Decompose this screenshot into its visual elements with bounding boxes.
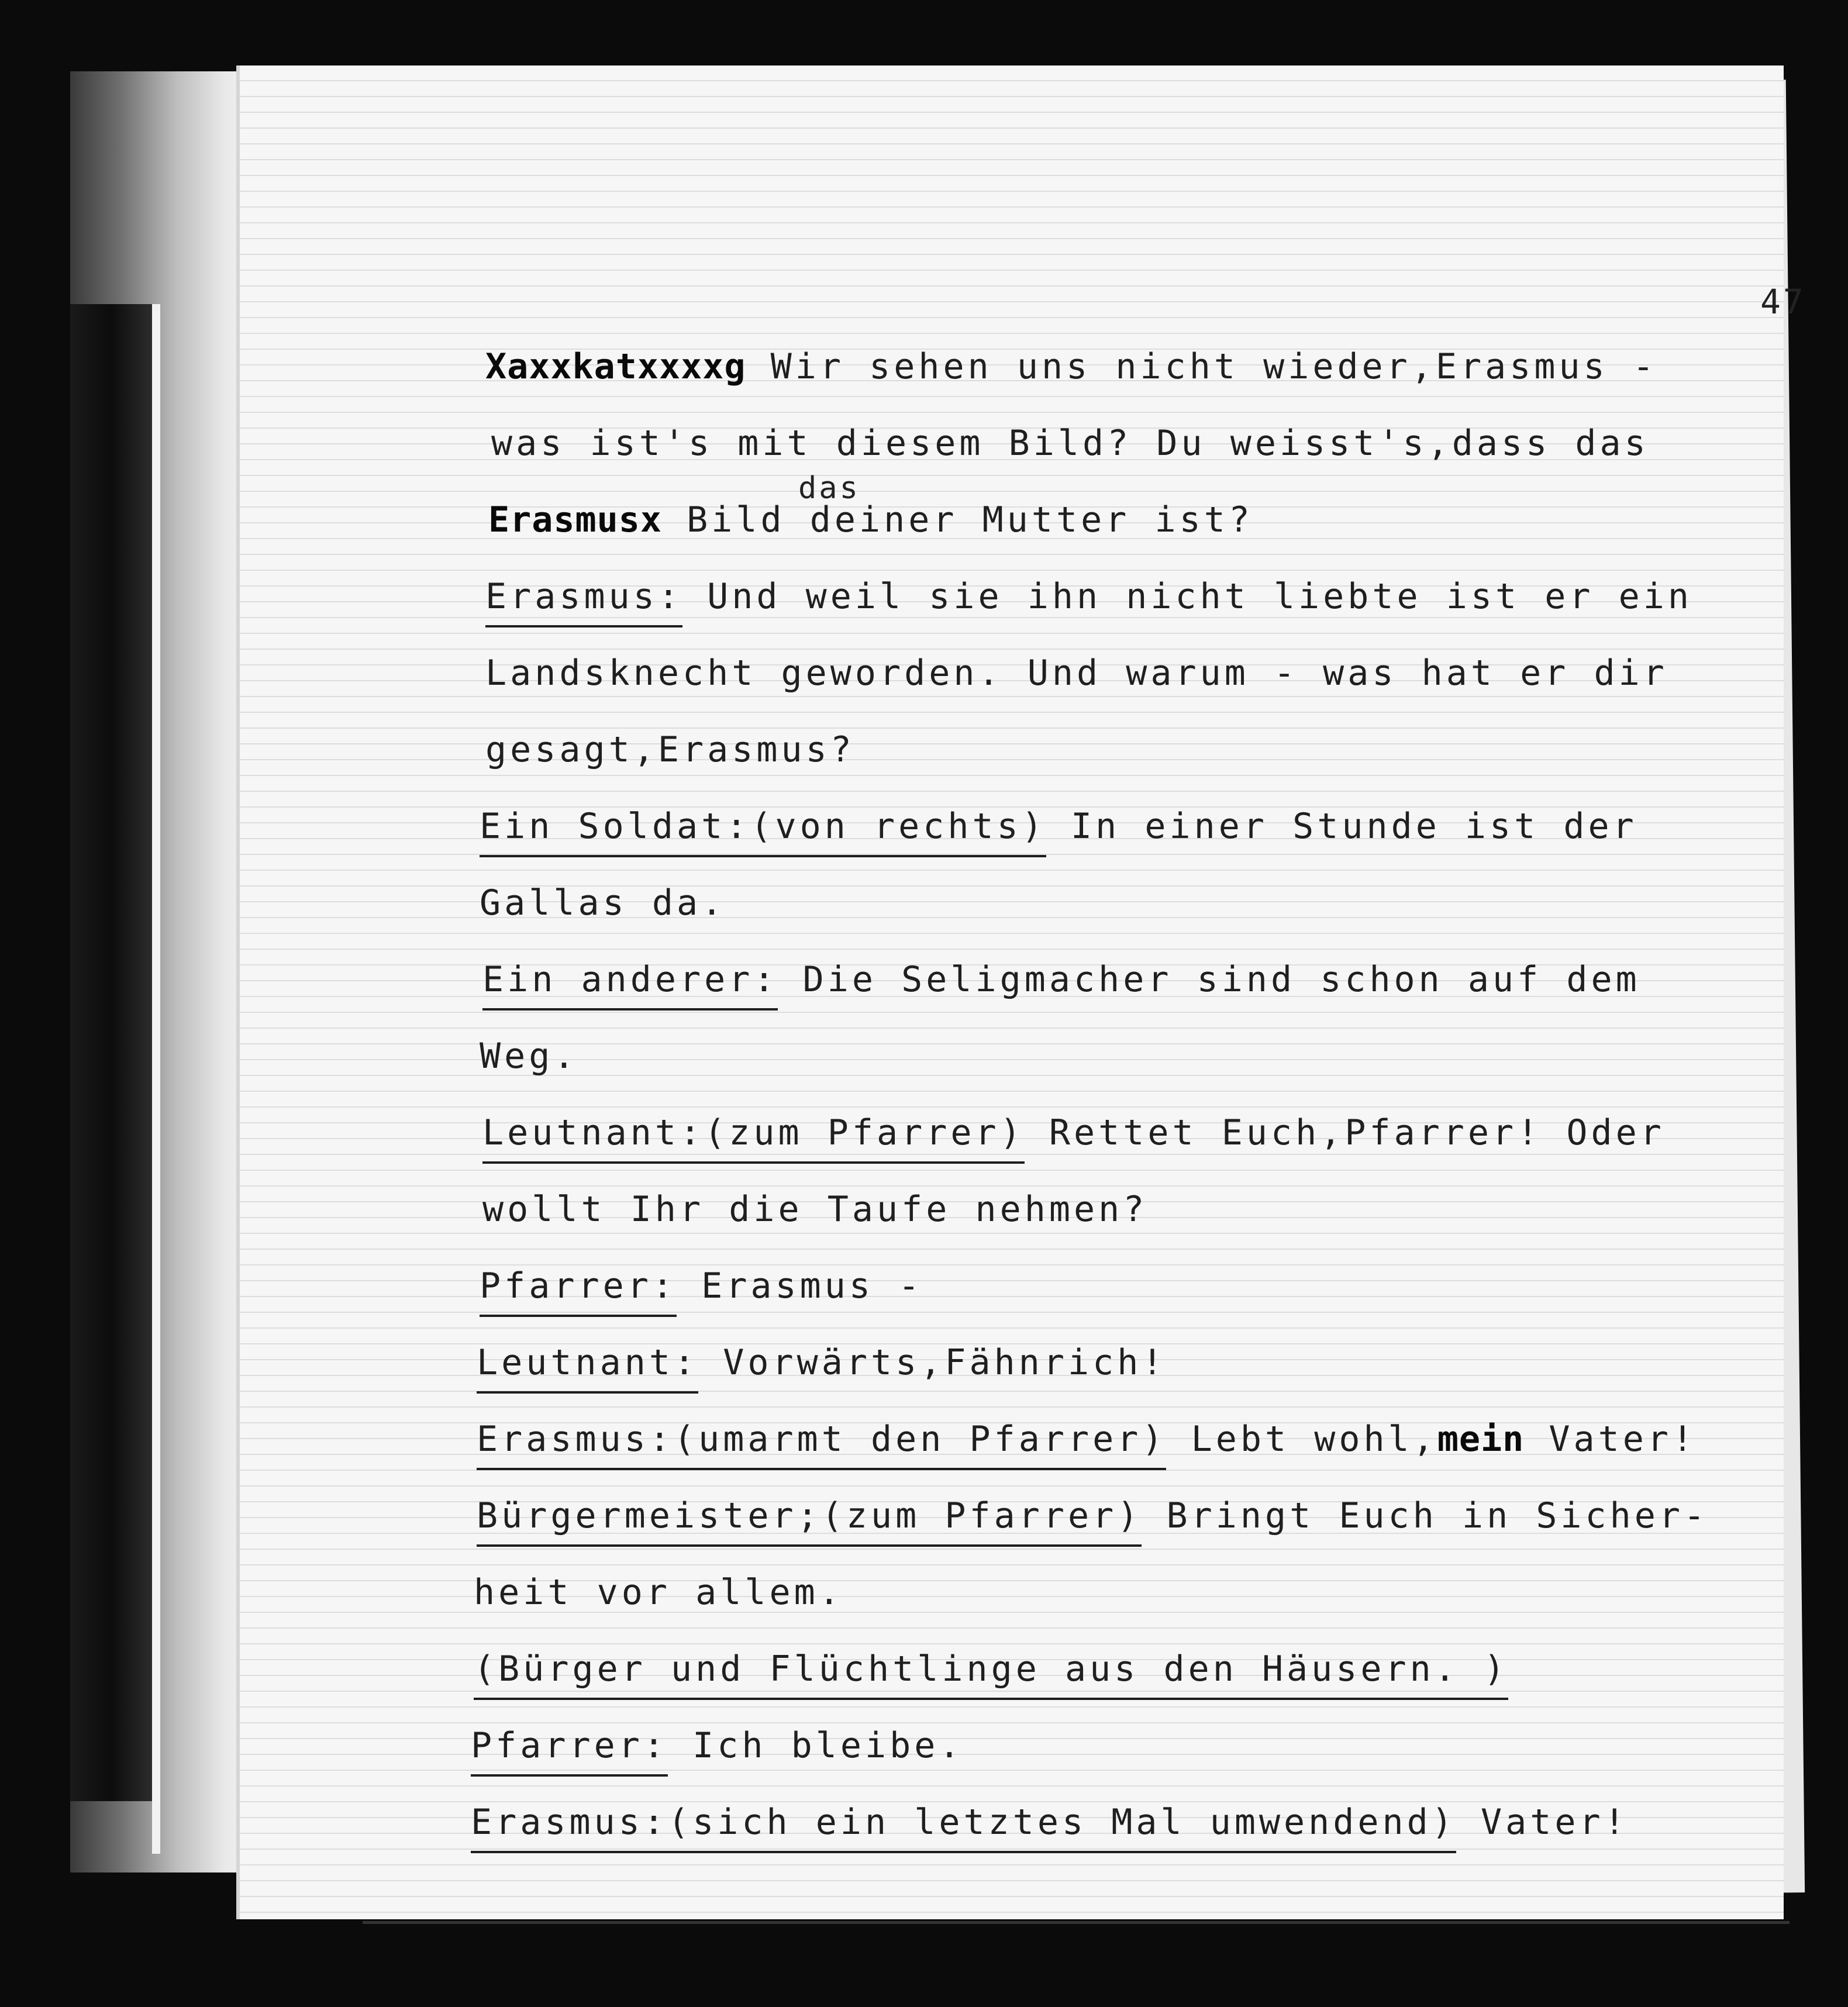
text-line bbox=[477, 1342, 1166, 1383]
text-line bbox=[485, 346, 1657, 387]
dialogue-text: was ist's mit diesem Bild? Du weisst's,dass das bbox=[491, 423, 1649, 464]
text-line bbox=[482, 1112, 1665, 1153]
page-number: 47 bbox=[1760, 282, 1806, 322]
dialogue-text: Rettet Euch,Pfarrer! Oder bbox=[1024, 1112, 1665, 1153]
speaker-label: Ein Soldat: bbox=[480, 806, 750, 857]
stage-direction: (zum Pfarrer) bbox=[704, 1112, 1025, 1164]
dialogue-text: heit vor allem. bbox=[474, 1572, 843, 1613]
text-line bbox=[482, 1189, 1147, 1230]
interlinear-insert: das bbox=[798, 471, 860, 506]
speaker-label: Erasmus: bbox=[477, 1419, 674, 1470]
text-line bbox=[480, 1265, 923, 1306]
dialogue-text: Vorwärts,Fähnrich! bbox=[698, 1342, 1167, 1383]
underlying-sheet-shadow bbox=[70, 304, 152, 1801]
text-line bbox=[477, 1419, 1697, 1460]
dialogue-text: Vater! bbox=[1456, 1802, 1629, 1843]
dialogue-text: Bild deiner Mutter ist? bbox=[661, 499, 1253, 540]
speaker-label: Pfarrer: bbox=[480, 1265, 677, 1317]
struck-out-text: Erasmusx bbox=[488, 499, 662, 540]
text-line bbox=[471, 1725, 963, 1766]
text-line bbox=[480, 1036, 578, 1077]
text-line bbox=[477, 1495, 1708, 1536]
speaker-label: Erasmus: bbox=[471, 1802, 668, 1853]
speaker-label: Erasmus: bbox=[485, 576, 682, 627]
dialogue-text: In einer Stunde ist der bbox=[1046, 806, 1637, 847]
speaker-label: Ein anderer: bbox=[482, 959, 778, 1011]
dialogue-text: Lebt wohl, bbox=[1166, 1419, 1437, 1460]
text-line bbox=[482, 959, 1640, 1000]
dialogue-text: wollt Ihr die Taufe nehmen? bbox=[482, 1189, 1148, 1230]
text-line bbox=[485, 576, 1692, 617]
dialogue-text: Erasmus - bbox=[676, 1265, 923, 1306]
text-line bbox=[480, 806, 1637, 847]
struck-out-text: mein bbox=[1437, 1419, 1525, 1460]
stage-direction: (Bürger und Flüchtlinge aus den Häusern. ) bbox=[474, 1649, 1508, 1700]
text-line bbox=[488, 499, 1253, 540]
underlying-sheet-edge bbox=[152, 304, 160, 1854]
typescript-page bbox=[240, 65, 1806, 1919]
speaker-label: Leutnant: bbox=[482, 1112, 704, 1164]
dialogue-text: Die Seligmacher sind schon auf dem bbox=[778, 959, 1640, 1000]
text-line bbox=[485, 729, 855, 770]
dialogue-text: Ich bleibe. bbox=[667, 1725, 964, 1766]
stage-direction: (zum Pfarrer) bbox=[822, 1495, 1142, 1547]
dialogue-text: Gallas da. bbox=[480, 882, 726, 923]
page-bottom-edge bbox=[363, 1921, 1790, 1924]
dialogue-text: Wir sehen uns nicht wieder,Erasmus - bbox=[746, 346, 1658, 387]
dialogue-text: Weg. bbox=[480, 1036, 578, 1077]
dialogue-text: Landsknecht geworden. Und warum - was hat er dir bbox=[485, 653, 1668, 694]
dialogue-text: gesagt,Erasmus? bbox=[485, 729, 855, 770]
dialogue-text: Vater! bbox=[1524, 1419, 1697, 1460]
stage-direction: (umarmt den Pfarrer) bbox=[674, 1419, 1166, 1470]
dialogue-text: Bringt Euch in Sicher- bbox=[1142, 1495, 1709, 1536]
text-line bbox=[485, 653, 1668, 694]
speaker-label: Pfarrer: bbox=[471, 1725, 668, 1777]
text-line bbox=[474, 1572, 843, 1613]
struck-out-text: Xaxxkatxxxxg bbox=[485, 346, 746, 387]
stage-direction: (von rechts) bbox=[750, 806, 1046, 857]
text-line bbox=[491, 423, 1649, 464]
text-line bbox=[474, 1649, 1508, 1689]
text-line bbox=[480, 882, 726, 923]
text-line bbox=[471, 1802, 1629, 1843]
dialogue-text: Und weil sie ihn nicht liebte ist er ein bbox=[682, 576, 1693, 617]
stage-direction: (sich ein letztes Mal umwendend) bbox=[668, 1802, 1456, 1853]
speaker-label: Leutnant: bbox=[477, 1342, 698, 1394]
speaker-label: Bürgermeister; bbox=[477, 1495, 822, 1547]
